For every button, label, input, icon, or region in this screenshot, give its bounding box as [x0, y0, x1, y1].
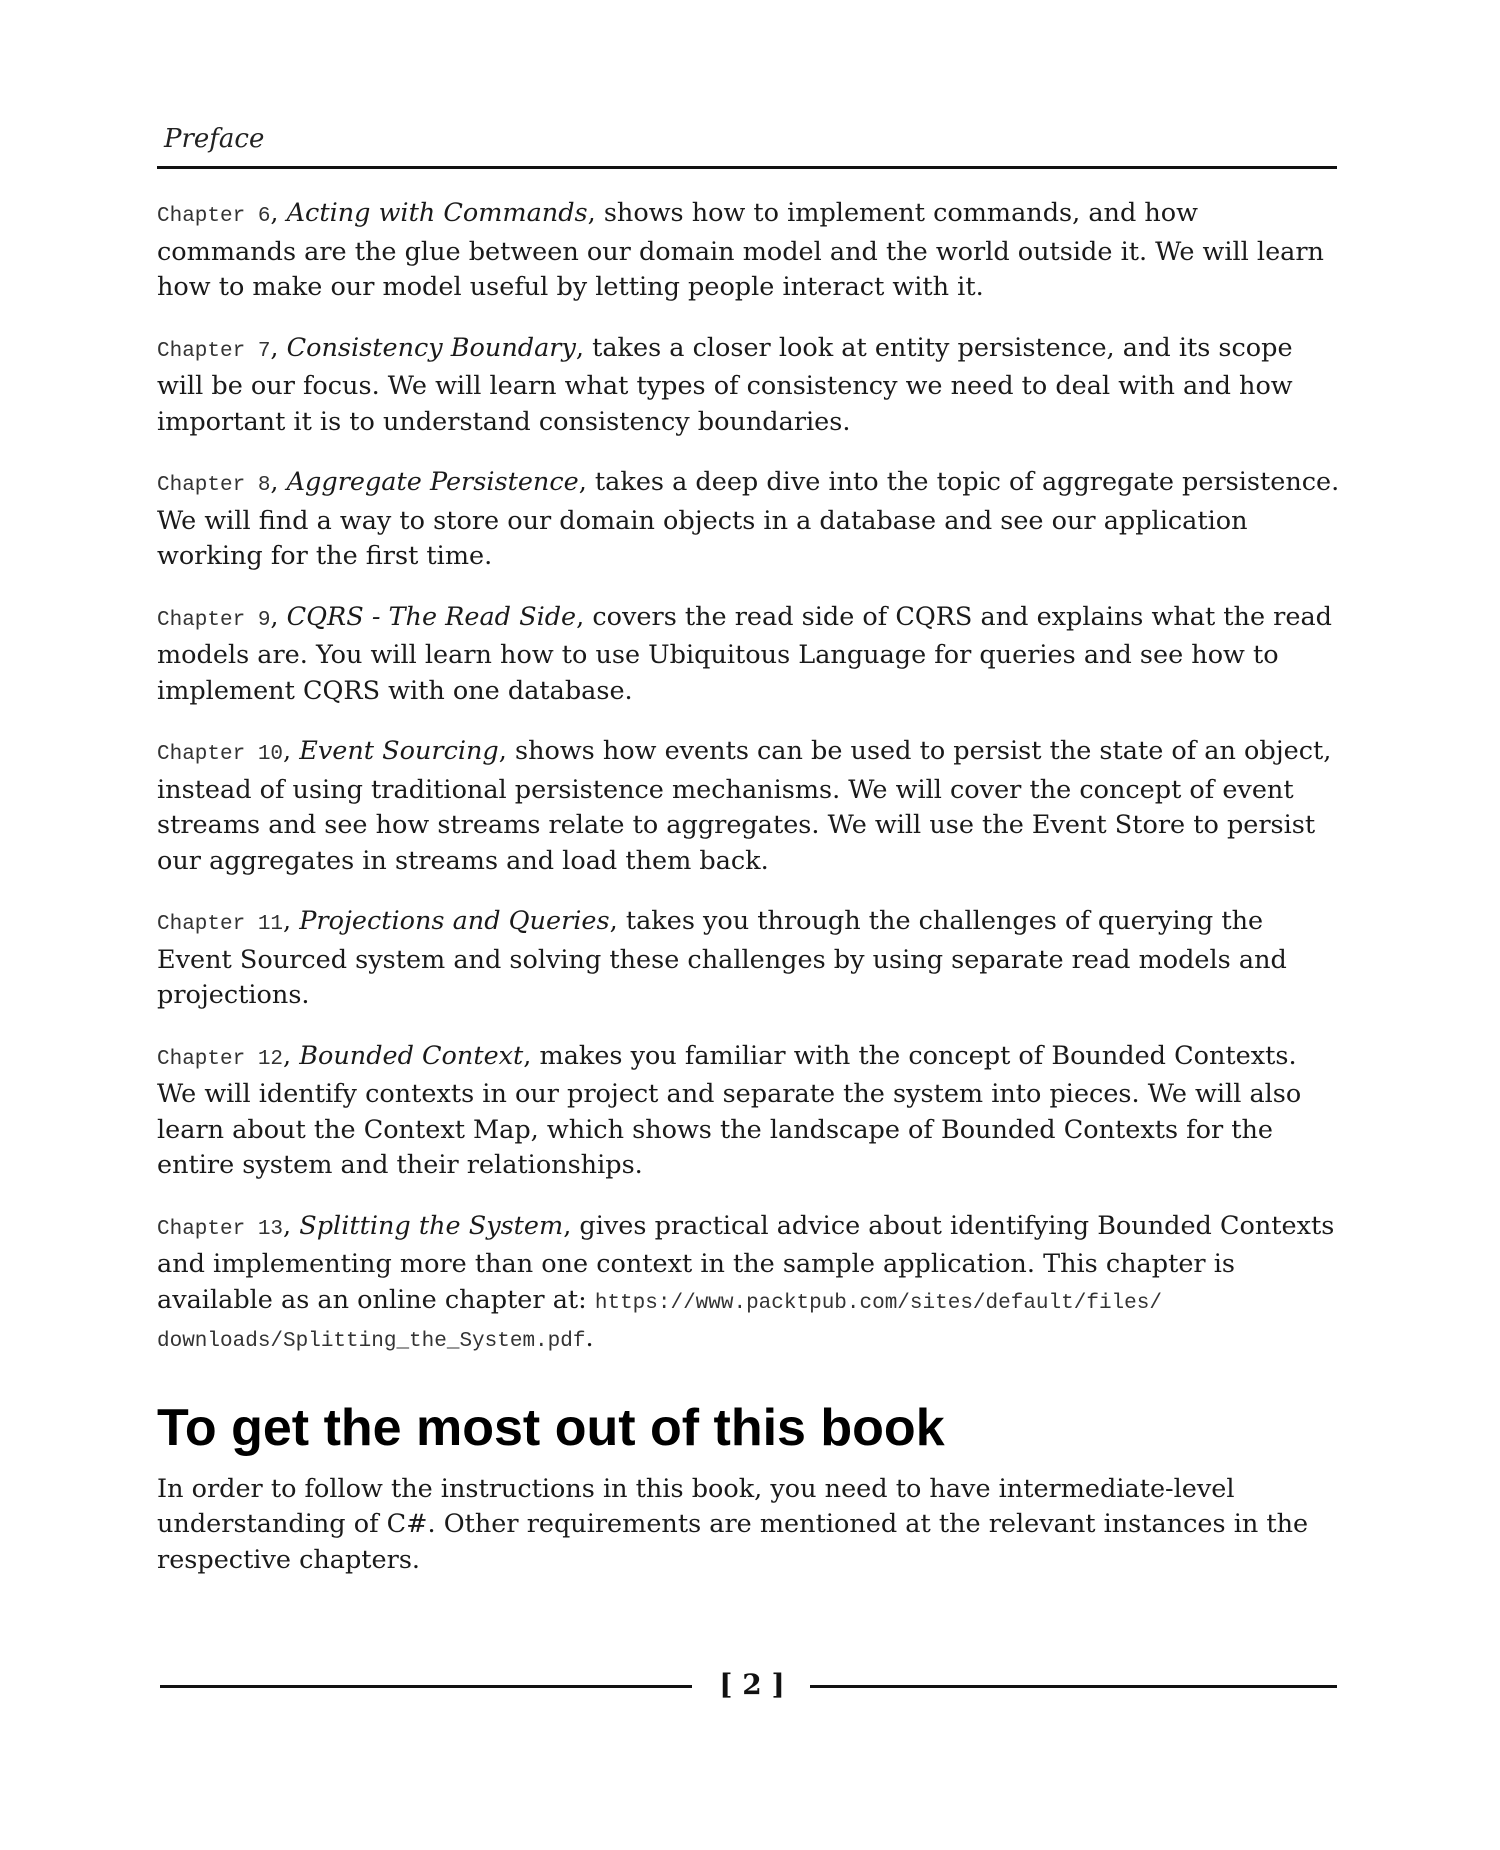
- chapter-description: , takes you through the challenges of querying the Event Sourced system and solving these challenges by using separate read models and projections.: [157, 906, 1287, 1010]
- chapter-description: , covers the read side of CQRS and explains what the read models are. You will learn how to use Ubiquitous Language for queries and see how to implement CQRS with one database.: [157, 601, 1332, 706]
- separator: ,: [270, 467, 287, 497]
- chapter-11-paragraph: [157, 904, 1342, 1014]
- section-body: In order to follow the instructions in this book, you need to have intermediate-level understanding of C#. Other requirements are mentioned at the relevant instances in the respective chapters.: [157, 1473, 1309, 1575]
- chapter-ref: Chapter 12: [157, 1047, 284, 1071]
- chapter-title: Bounded Context: [299, 1040, 524, 1071]
- page-header: [157, 118, 1337, 169]
- chapter-ref: Chapter 9: [157, 608, 271, 632]
- page-footer: [157, 1665, 1337, 1705]
- footer-rule-right: [810, 1685, 1337, 1688]
- chapter-ref: Chapter 8: [157, 474, 271, 497]
- download-url-part-2[interactable]: downloads/Splitting_the_System.pdf: [157, 1330, 586, 1353]
- sentence-end: .: [585, 1323, 594, 1353]
- separator: ,: [283, 1210, 300, 1241]
- chapter-title: Aggregate Persistence: [286, 467, 579, 497]
- page-number: [ 2 ]: [719, 1668, 785, 1701]
- chapter-ref: Chapter 7: [157, 339, 271, 363]
- chapter-ref: Chapter 6: [157, 205, 271, 228]
- chapter-title: Consistency Boundary: [286, 332, 576, 363]
- chapter-title: Acting with Commands: [286, 198, 588, 228]
- separator: ,: [283, 736, 300, 766]
- chapter-ref: Chapter 11: [157, 913, 284, 936]
- chapter-title: CQRS - The Read Side: [286, 601, 577, 632]
- chapter-9-paragraph: [157, 600, 1342, 710]
- chapter-ref: Chapter 10: [157, 743, 284, 766]
- chapter-13-paragraph: [157, 1209, 1342, 1360]
- chapter-8-paragraph: [157, 465, 1342, 575]
- chapter-10-paragraph: [157, 734, 1342, 879]
- chapter-description: , shows how to implement commands, and how commands are the glue between our domain model and the world outside it. We will learn how to make our model useful by letting people interact with it.: [157, 198, 1324, 302]
- download-url-part-1[interactable]: https://www.packtpub.com/sites/default/files/: [594, 1291, 1162, 1315]
- chapter-description: , takes a closer look at entity persistence, and its scope will be our focus. We will learn what types of consistency we need to deal with and how important it is to understand consistency boundaries.: [157, 332, 1293, 437]
- chapter-description: , gives practical advice about identifying Bounded Contexts and implementing more than one context in the sample application. This chapter is available as an online chapter at:: [157, 1210, 1335, 1315]
- running-head: Preface: [164, 124, 265, 154]
- separator: ,: [283, 906, 300, 936]
- separator: ,: [270, 332, 287, 363]
- chapter-12-paragraph: [157, 1039, 1342, 1184]
- chapter-description: , takes a deep dive into the topic of aggregate persistence. We will find a way to store our domain objects in a database and see our application working for the first time.: [157, 467, 1340, 571]
- chapter-title: Event Sourcing: [299, 736, 499, 766]
- chapter-title: Projections and Queries: [299, 906, 610, 936]
- section-heading: To get the most out of this book: [157, 1398, 945, 1457]
- chapter-description: , makes you familiar with the concept of Bounded Contexts. We will identify contexts in our project and separate the system into pieces. We will also learn about the Context Map, which shows the landscape of Bounded Contexts for the entire system and their relationships.: [157, 1040, 1302, 1180]
- chapter-6-paragraph: [157, 196, 1342, 306]
- chapter-description: , shows how events can be used to persist the state of an object, instead of using traditional persistence mechanisms. We will cover the concept of event streams and see how streams relate to aggregates. We will use the Event Store to persist our aggregates in streams and load them back.: [157, 736, 1332, 876]
- footer-rule-left: [160, 1685, 692, 1688]
- separator: ,: [270, 198, 287, 228]
- chapter-7-paragraph: [157, 331, 1342, 441]
- chapter-title: Splitting the System: [299, 1210, 564, 1241]
- page-content: [157, 196, 1342, 1578]
- separator: ,: [270, 601, 287, 632]
- chapter-ref: Chapter 13: [157, 1217, 284, 1241]
- separator: ,: [283, 1040, 300, 1071]
